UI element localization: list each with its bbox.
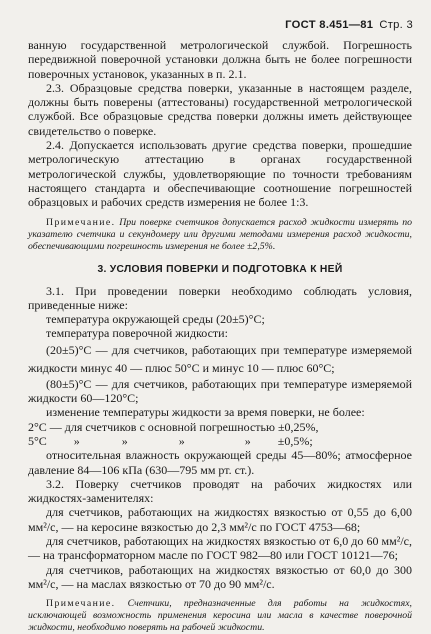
paragraph-3-2: 3.2. Поверку счетчиков проводят на рабочих жидкостях или жидкостях-заменителях: xyxy=(28,476,412,506)
condition-liquid-temp: температура поверочной жидкости: xyxy=(46,326,228,341)
paragraph-2-3: 2.3. Образцовые средства поверки, указанные в настоящем разделе, должны быть поверены (аттестованы) государственной метрологической службой. Все образцовые средства поверки должны иметь действующее свидетельство о поверке. xyxy=(28,80,412,138)
condition-liquid-temp-20: (20±5)°С — для счетчиков, работающих при температуре измеряемой жидкости минус 40 — плюс 50°С и минус 10 — плюс 60°С; xyxy=(28,342,412,375)
paragraph-3-1: 3.1. При проведении поверки необходимо соблюдать условия, приведенные ниже: xyxy=(28,283,412,312)
page-body xyxy=(28,38,412,634)
note-1 xyxy=(28,217,412,253)
condition-temp-change: изменение температуры жидкости за время поверки, не более: xyxy=(46,405,365,420)
standard-code: ГОСТ 8.451—81 xyxy=(285,19,374,31)
liquid-kerosene: для счетчиков, работающих на жидкостях вязкостью от 0,55 до 6,00 мм²/с, — на керосине вязкостью до 2,3 мм²/с по ГОСТ 4753—68; xyxy=(28,505,412,534)
condition-temp-change-5c: 5°С » » » » ±0,5%; xyxy=(28,433,313,448)
note-2-text: Счетчики, предназначенные для работы на жидкостях, исключающей возможность применения керосина или масла в качестве поверочной жидкости, необходимо поверять на рабочей жидкости. xyxy=(28,598,412,634)
page-header xyxy=(285,19,413,31)
section-3-title: 3. УСЛОВИЯ ПОВЕРКИ И ПОДГОТОВКА К НЕЙ xyxy=(97,263,343,275)
note-1-label: Примечание. xyxy=(46,216,116,228)
note-2 xyxy=(28,598,412,634)
note-1-text: При поверке счетчиков допускается расход жидкости измерять по указателю счетчика и секундомеру или другими методами измерения расход жидкости, обеспечивающими погрешность измерения не более ±2,5%. xyxy=(28,216,412,252)
note-2-label: Примечание. xyxy=(46,598,116,610)
condition-liquid-temp-80: (80±5)°С — для счетчиков, работающих при температуре измеряемой жидкости 60—120°С; xyxy=(28,376,412,406)
page-number: Стр. 3 xyxy=(379,19,413,31)
liquid-transformer-oil: для счетчиков, работающих на жидкостях вязкостью от 6,0 до 60 мм²/с, — на трансформаторном масле по ГОСТ 982—80 или ГОСТ 10121—76; xyxy=(28,534,412,563)
condition-ambient-temp: температура окружающей среды (20±5)°С; xyxy=(46,312,265,327)
liquid-oils: для счетчиков, работающих на жидкостях вязкостью от 60,0 до 300 мм²/с, — на маслах вязкостью от 70 до 90 мм²/с. xyxy=(28,562,412,591)
paragraph-2-4: 2.4. Допускается использовать другие средства поверки, прошедшие метрологическую аттестацию в органах государственной метрологической службы, удовлетворяющие по точности требованиям настоящего стандарта и обеспечивающие соотношение погрешностей образцовых и рабочих средств измерения не более 1:3. xyxy=(28,138,412,210)
paragraph-continuation: ванную государственной метрологической службой. Погрешность передвижной поверочной установки должна быть не более погрешности поверочных установок, указанных в п. 2.1. xyxy=(28,38,412,81)
condition-temp-change-2c: 2°С — для счетчиков с основной погрешностью ±0,25%, xyxy=(28,419,319,434)
condition-humidity-pressure: относительная влажность окружающей среды 45—80%; атмосферное давление 84—106 кПа (630—795 мм рт. ст.). xyxy=(28,448,412,477)
